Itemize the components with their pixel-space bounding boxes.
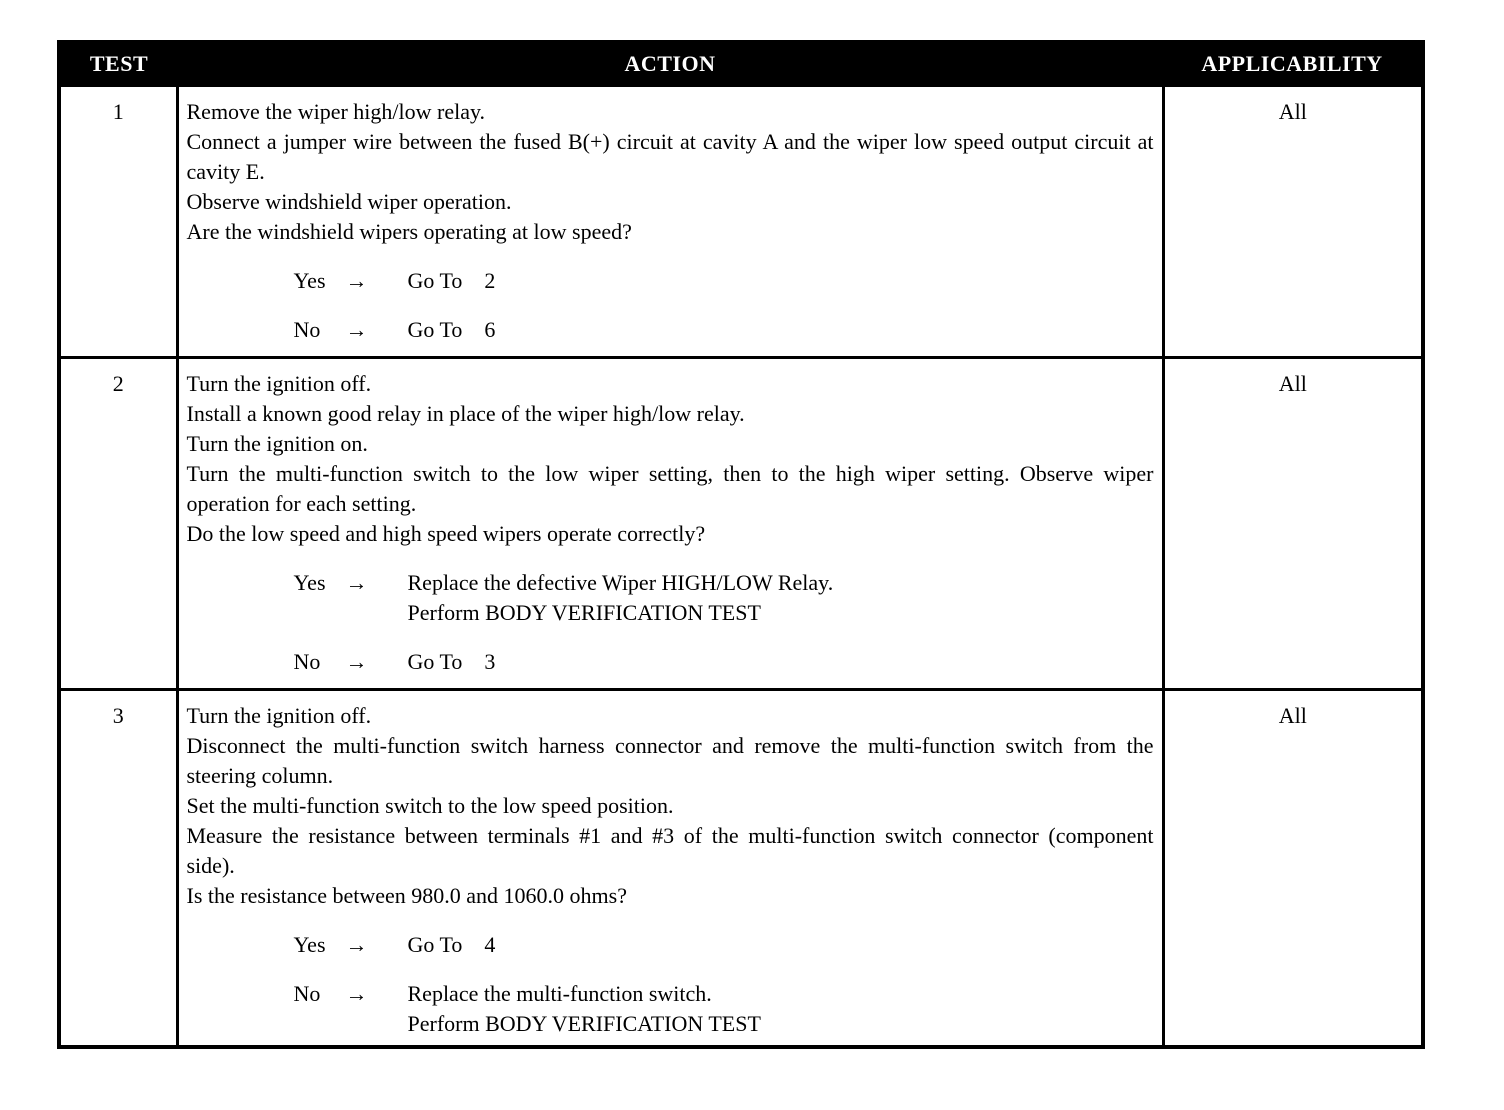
table-row — [59, 358, 1423, 690]
applicability-value: All — [1163, 86, 1423, 358]
arrow-icon: → — [345, 932, 368, 957]
header-test: TEST — [59, 42, 177, 86]
applicability-value: All — [1163, 690, 1423, 1048]
action-step: Connect a jumper wire between the fused B(+) circuit at cavity A and the wiper low speed output circuit at cavity E. — [186, 129, 1154, 184]
result-yes — [294, 568, 1154, 628]
result-instruction: Replace the defective Wiper HIGH/LOW Relay. Perform BODY VERIFICATION TEST — [407, 570, 834, 625]
action-cell — [177, 358, 1163, 690]
header-action: ACTION — [177, 42, 1163, 86]
test-number: 3 — [59, 690, 177, 1048]
result-label: No — [293, 981, 321, 1006]
result-label: Yes — [293, 570, 326, 595]
result-label: No — [293, 649, 321, 674]
action-step: Turn the ignition on. — [186, 431, 368, 456]
result-yes — [294, 930, 1154, 960]
action-step: Disconnect the multi-function switch harness connector and remove the multi-function switch from the steering column. — [186, 733, 1154, 788]
result-goto: Go To 2 — [407, 268, 496, 293]
diagnostic-test-table — [57, 40, 1425, 1049]
table-header-row — [59, 42, 1423, 86]
result-goto: Go To 3 — [407, 649, 496, 674]
action-step: Measure the resistance between terminals #1 and #3 of the multi-function switch connector (component side). — [186, 823, 1154, 878]
result-no — [294, 315, 1154, 345]
goto-target: 2 — [484, 268, 496, 293]
action-step: Observe windshield wiper operation. — [186, 189, 512, 214]
test-number: 2 — [59, 358, 177, 690]
action-step: Set the multi-function switch to the low speed position. — [186, 793, 674, 818]
goto-target: 4 — [484, 932, 496, 957]
arrow-icon: → — [345, 649, 368, 674]
action-step: Remove the wiper high/low relay. — [186, 99, 486, 124]
action-step: Turn the ignition off. — [186, 371, 372, 396]
test-number: 1 — [59, 86, 177, 358]
applicability-value: All — [1163, 358, 1423, 690]
result-yes — [294, 266, 1154, 296]
header-applicability: APPLICABILITY — [1163, 42, 1423, 86]
action-cell — [177, 86, 1163, 358]
result-label: Yes — [293, 268, 326, 293]
result-goto: Go To 6 — [407, 317, 496, 342]
result-label: No — [293, 317, 321, 342]
action-cell — [177, 690, 1163, 1048]
arrow-icon: → — [345, 317, 368, 342]
arrow-icon: → — [345, 268, 368, 293]
table-row — [59, 86, 1423, 358]
result-no — [294, 979, 1154, 1039]
result-label: Yes — [293, 932, 326, 957]
result-instruction: Replace the multi-function switch. Perform BODY VERIFICATION TEST — [407, 981, 761, 1036]
arrow-icon: → — [345, 570, 368, 595]
action-step: Turn the ignition off. — [186, 703, 372, 728]
action-step: Install a known good relay in place of the wiper high/low relay. — [186, 401, 745, 426]
action-step: Are the windshield wipers operating at low speed? — [186, 219, 632, 244]
result-no — [294, 647, 1154, 677]
goto-target: 6 — [484, 317, 496, 342]
table-row — [59, 690, 1423, 1048]
action-step: Do the low speed and high speed wipers operate correctly? — [186, 521, 706, 546]
action-step: Turn the multi-function switch to the low wiper setting, then to the high wiper setting. Observe wiper operation for each setting. — [186, 461, 1154, 516]
result-goto: Go To 4 — [407, 932, 496, 957]
action-step: Is the resistance between 980.0 and 1060.0 ohms? — [186, 883, 627, 908]
arrow-icon: → — [345, 981, 368, 1006]
goto-target: 3 — [484, 649, 496, 674]
